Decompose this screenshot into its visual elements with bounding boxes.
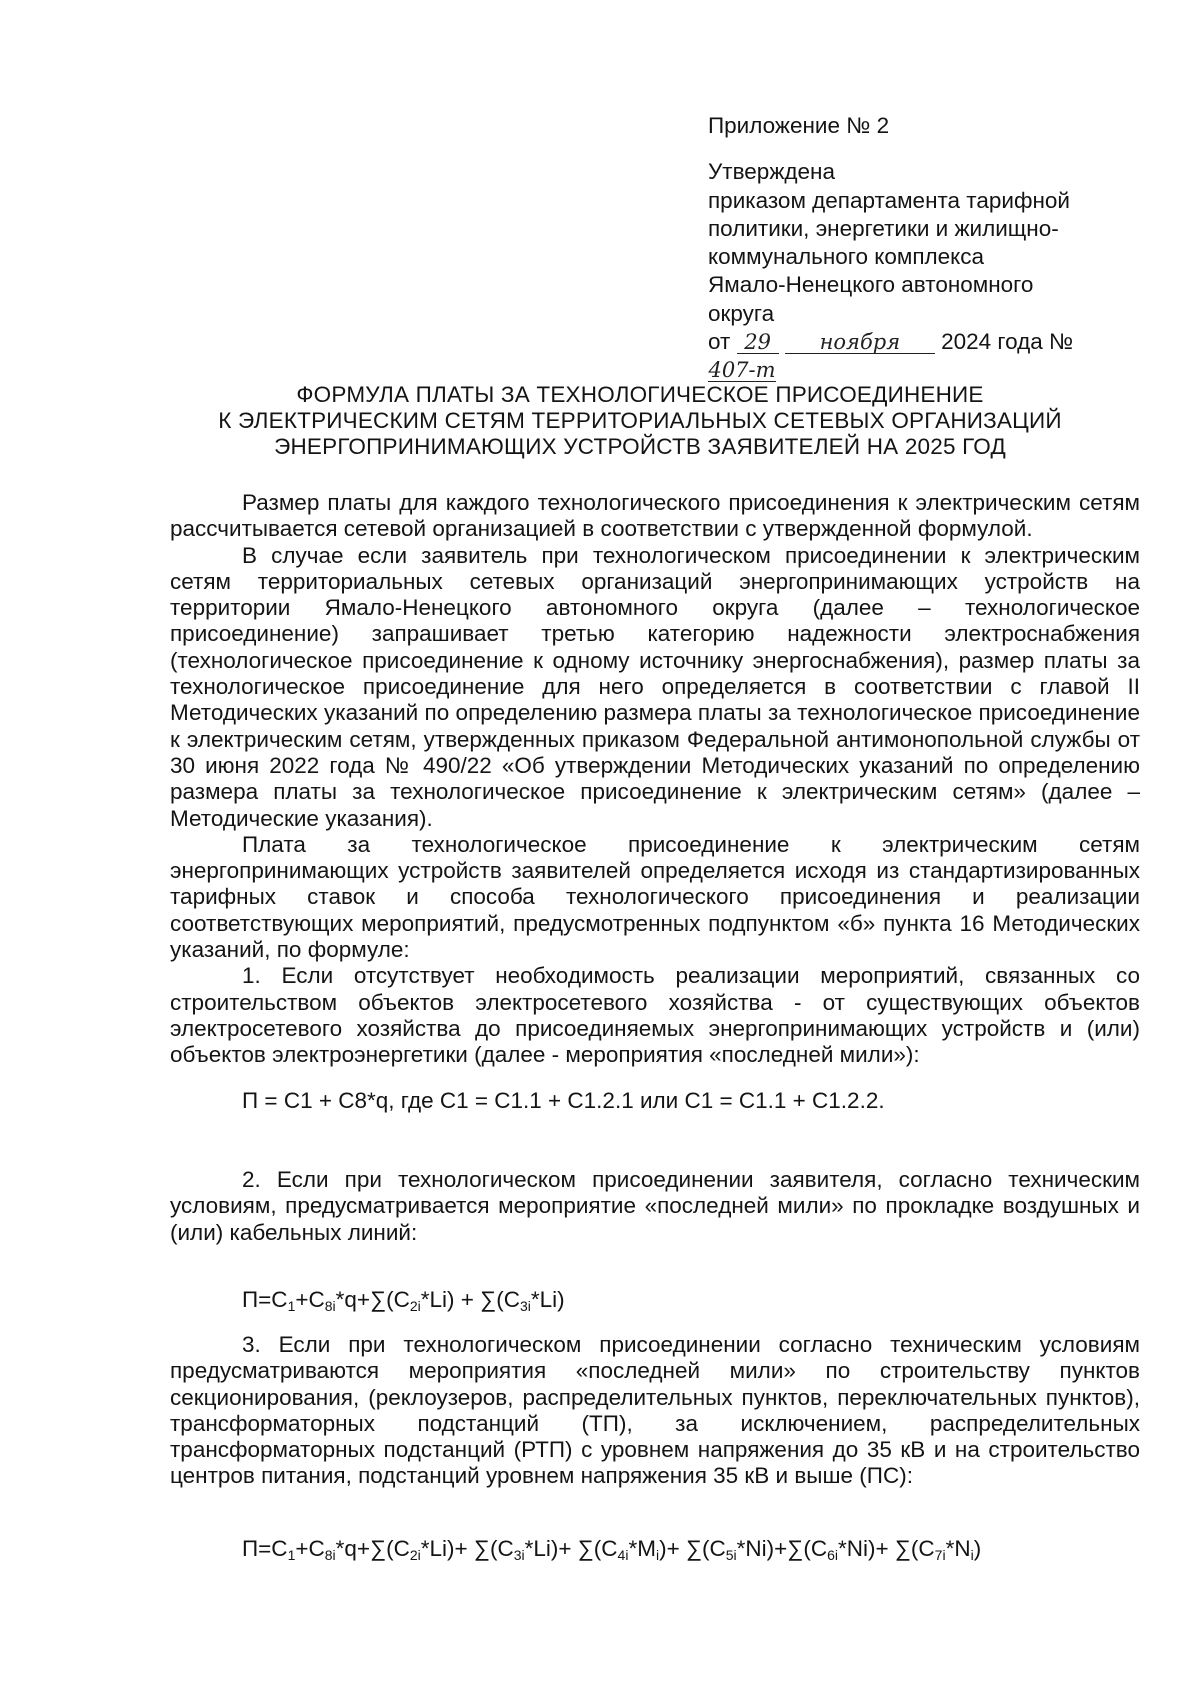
date-prefix: от: [708, 329, 731, 355]
handwritten-day: 29: [737, 331, 779, 354]
order-date-line: [708, 328, 1138, 385]
appendix-label: Приложение № 2: [708, 113, 890, 138]
handwritten-order-number: 407-т: [708, 358, 776, 383]
approved-label: Утверждена: [708, 159, 835, 185]
paragraph: Плата за технологическое присоединение к электрическим сетям энергопринимающих устройств заявителей определяется исходя из стандартизированных тарифных ставок и способа технологического присоединения и реализации соответствующих мероприятий, предусмотренных подпунктом «б» пункта 16 Методических указаний, по формуле:: [170, 831, 1140, 963]
paragraph: 3. Если при технологическом присоединении согласно техническим условиям предусматриваются мероприятия «последней мили» по строительству пунктов секционирования, (реклоузеров, распределительных пунктов, переключательных пунктов), трансформаторных подстанций (ТП), за исключением, распределительных трансформаторных подстанций (РТП) с уровнем напряжения до 35 кВ и на строительство центров питания, подстанций уровнем напряжения 35 кВ и выше (ПС):: [170, 1332, 1140, 1489]
approval-line: округа: [708, 300, 775, 326]
paragraph: 2. Если при технологическом присоединении заявителя, согласно техническим условиям, предусматривается мероприятие «последней мили» по прокладке воздушных и (или) кабельных линий:: [170, 1167, 1140, 1245]
section-3: [170, 1332, 1140, 1490]
approval-line: Ямало-Ненецкого автономного: [708, 272, 1034, 298]
paragraph: В случае если заявитель при технологическом присоединении к электрическим сетям территориальных сетевых организаций энергопринимающих устройств на территории Ямало-Ненецкого автономного округа (далее – технологическое присоединение) запрашивает третью категорию надежности электроснабжения (технологическое присоединение к одному источнику энергоснабжения), размер платы за технологическое присоединение для него определяется в соответствии с главой II Методических указаний по определению размера платы за технологическое присоединение к электрическим сетям, утвержденных приказом Федеральной антимонопольной службы от 30 июня 2022 года № 490/22 «Об утверждении Методических указаний по определению размера платы за технологическое присоединение к электрическим сетям» (далее – Методические указания).: [170, 542, 1140, 831]
body-text: [170, 490, 1140, 1069]
approval-block: [708, 112, 1138, 385]
paragraph: Размер платы для каждого технологического присоединения к электрическим сетям рассчитывается сетевой организацией в соответствии с утвержденной формулой.: [170, 490, 1140, 542]
approval-line: политики, энергетики и жилищно-: [708, 215, 1059, 241]
handwritten-month: ноября: [785, 331, 935, 354]
paragraph: 1. Если отсутствует необходимость реализации мероприятий, связанных со строительством объектов электросетевого хозяйства - от существующих объектов электросетевого хозяйства до присоединяемых энергопринимающих устройств и (или) объектов электроэнергетики (далее - мероприятия «последней мили»):: [170, 963, 1140, 1068]
formula-2: $П=С_1+С_{8i}*q+\sum(С_{2i}*Li) + \sum(С_{3i}*Li)$: [242, 1287, 565, 1314]
formula-1: П = С1 + С8*q, где С1 = С1.1 + С1.2.1 или С1 = С1.1 + С1.2.2.: [242, 1088, 885, 1113]
section-2: [170, 1167, 1140, 1246]
document-title: [170, 382, 1110, 460]
title-line: К ЭЛЕКТРИЧЕСКИМ СЕТЯМ ТЕРРИТОРИАЛЬНЫХ СЕТЕВЫХ ОРГАНИЗАЦИЙ: [218, 408, 1062, 433]
date-year-text: 2024 года №: [941, 329, 1074, 355]
title-line: ФОРМУЛА ПЛАТЫ ЗА ТЕХНОЛОГИЧЕСКОЕ ПРИСОЕДИНЕНИЕ: [296, 382, 984, 407]
approval-line: приказом департамента тарифной: [708, 187, 1070, 213]
approval-line: коммунального комплекса: [708, 244, 985, 270]
title-line: ЭНЕРГОПРИНИМАЮЩИХ УСТРОЙСТВ ЗАЯВИТЕЛЕЙ НА 2025 ГОД: [274, 434, 1006, 459]
formula-3: $П=С_1+С_{8i}*q+\sum(С_{2i}*Li)+ \sum(С_{3i}*Li)+ \sum(С_{4i}*M_i)+ \sum(С_{5i}*Ni)+\sum(С_{6i}*Ni)+ \sum(С_{7i}*N_i)$: [242, 1536, 982, 1563]
